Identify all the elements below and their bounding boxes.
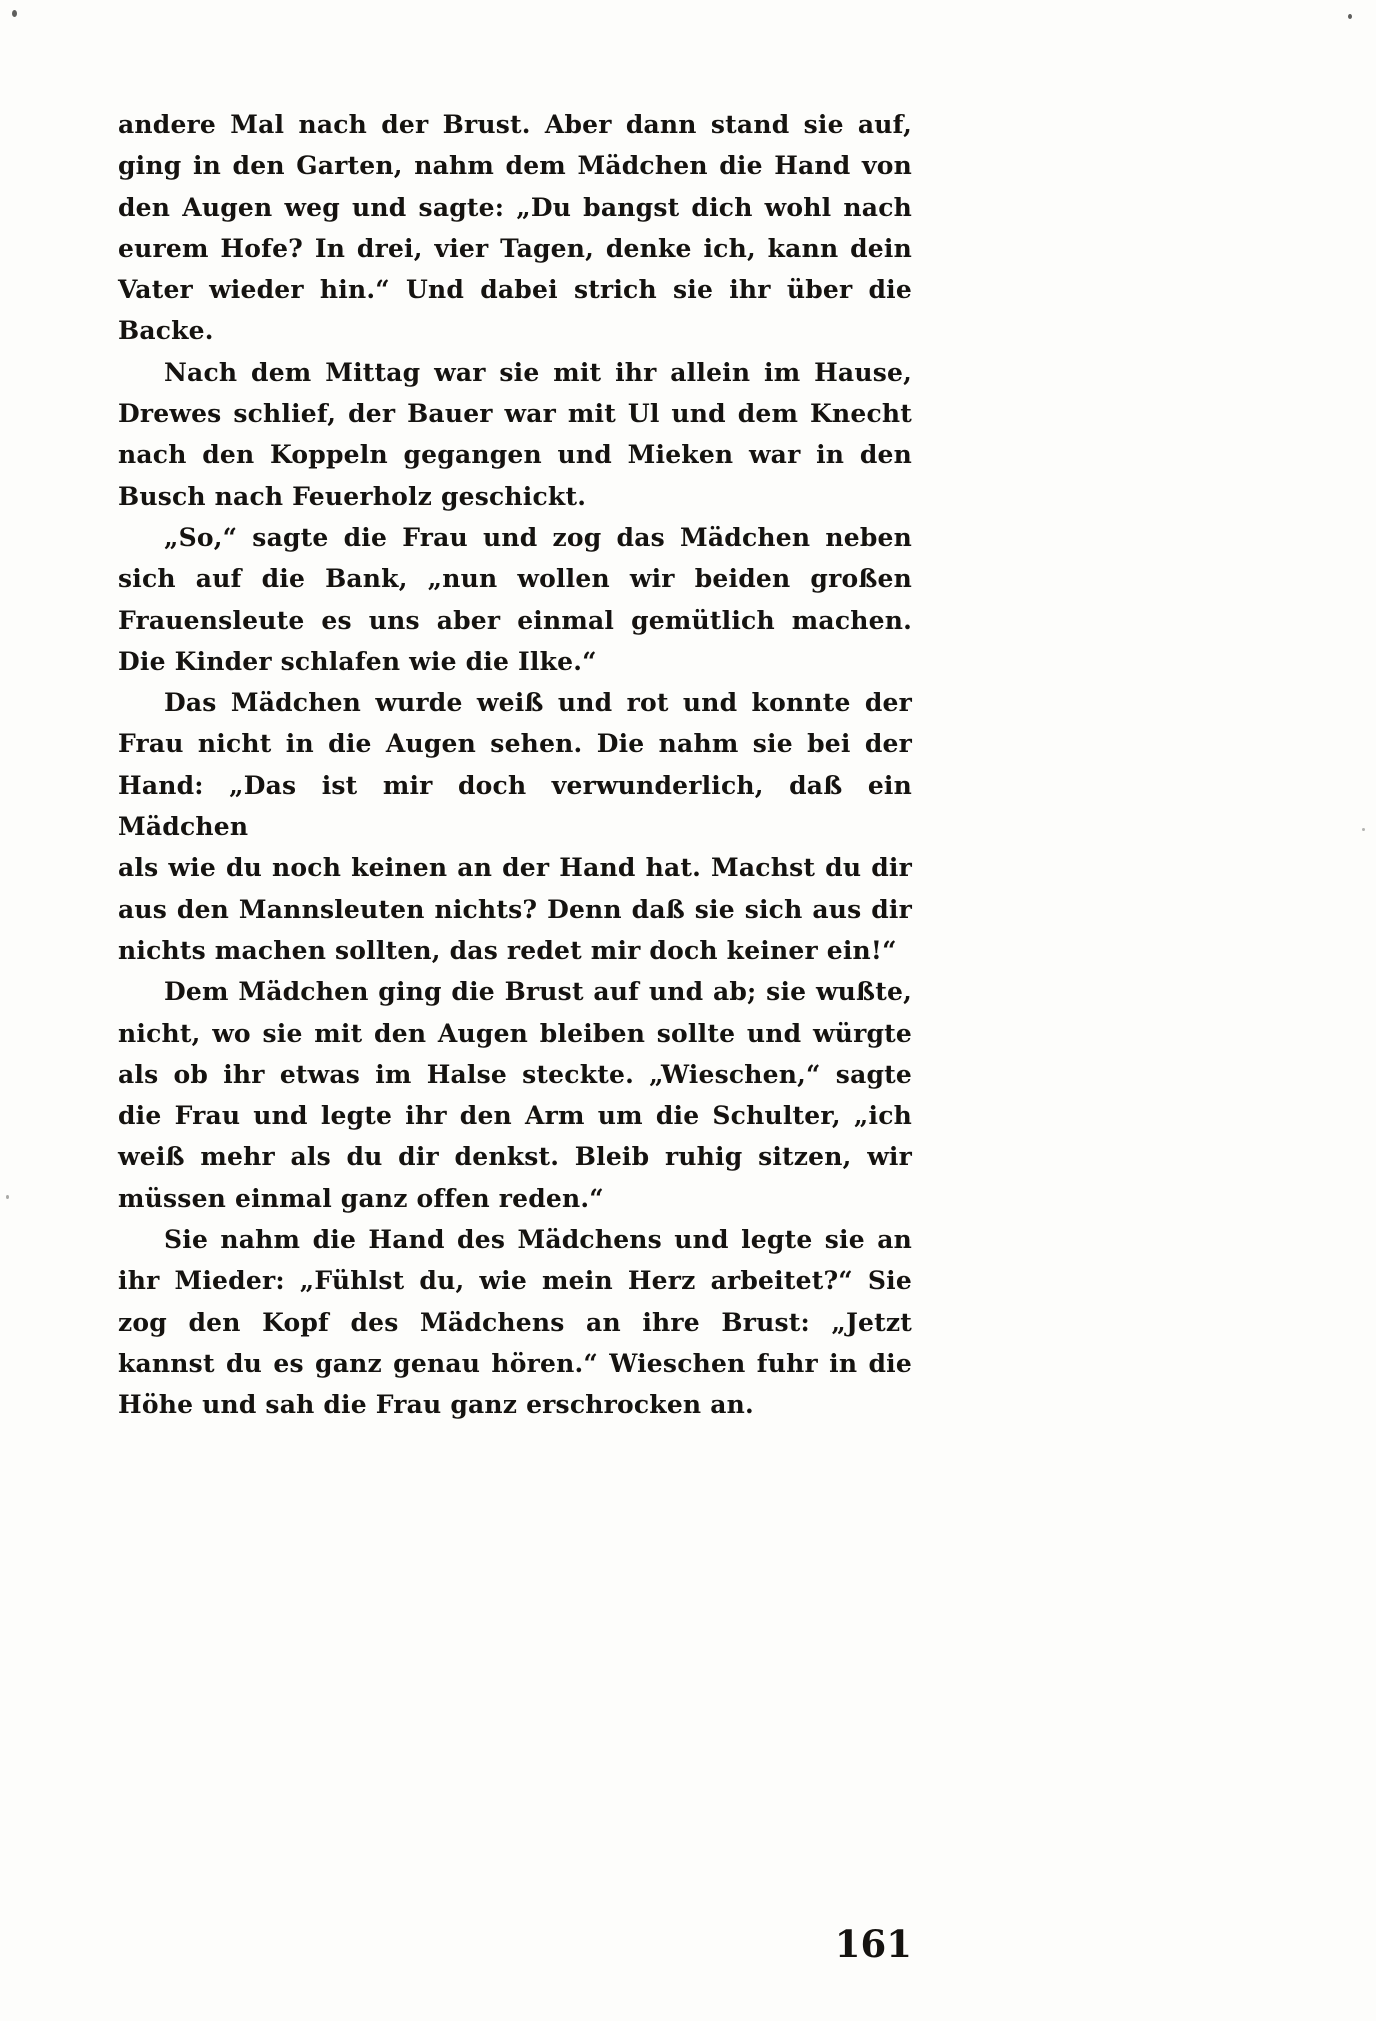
paragraph — [118, 104, 912, 352]
text-line: Vater wieder hin.“ Und dabei strich sie ihr über die — [118, 275, 912, 305]
page-number: 161 — [834, 1922, 912, 1966]
paragraph — [118, 971, 912, 1219]
text-line: weiß mehr als du dir denkst. Bleib ruhig sitzen, wir — [118, 1142, 912, 1172]
scan-artifact — [6, 1195, 9, 1199]
scan-artifact — [1348, 14, 1352, 19]
text-line: zog den Kopf des Mädchens an ihre Brust: „Jetzt — [118, 1307, 912, 1337]
text-line: ihr Mieder: „Fühlst du, wie mein Herz arbeitet?“ Sie — [118, 1266, 912, 1296]
scan-artifact — [12, 10, 17, 17]
paragraph — [118, 517, 912, 682]
text-line: Nach dem Mittag war sie mit ihr allein im Hause, — [164, 357, 912, 387]
text-line: Backe. — [118, 316, 214, 346]
text-line: „So,“ sagte die Frau und zog das Mädchen neben — [164, 522, 912, 552]
scan-artifact — [1362, 828, 1365, 831]
paragraph — [118, 352, 912, 517]
text-line: Dem Mädchen ging die Brust auf und ab; sie wußte, — [164, 977, 912, 1007]
text-line: die Frau und legte ihr den Arm um die Schulter, „ich — [118, 1101, 912, 1131]
text-line: nicht, wo sie mit den Augen bleiben sollte und würgte — [118, 1018, 912, 1048]
text-line: den Augen weg und sagte: „Du bangst dich wohl nach — [118, 192, 912, 222]
text-line: Drewes schlief, der Bauer war mit Ul und dem Knecht — [118, 399, 912, 429]
text-line: ging in den Garten, nahm dem Mädchen die Hand von — [118, 151, 912, 181]
text-line: müssen einmal ganz offen reden.“ — [118, 1183, 604, 1213]
text-line: andere Mal nach der Brust. Aber dann stand sie auf, — [118, 110, 912, 139]
text-line: eurem Hofe? In drei, vier Tagen, denke ich, kann dein — [118, 233, 912, 263]
page-text — [118, 104, 912, 1426]
text-line: als ob ihr etwas im Halse steckte. „Wieschen,“ sagte — [118, 1059, 912, 1089]
text-line: nach den Koppeln gegangen und Mieken war in den — [118, 440, 912, 470]
text-line: Frau nicht in die Augen sehen. Die nahm sie bei der — [118, 729, 912, 759]
text-line: Die Kinder schlafen wie die Ilke.“ — [118, 646, 597, 676]
text-line: Busch nach Feuerholz geschickt. — [118, 481, 587, 511]
text-line: Frauensleute es uns aber einmal gemütlich machen. — [118, 605, 912, 635]
text-line: Sie nahm die Hand des Mädchens und legte sie an — [164, 1225, 912, 1255]
text-line: als wie du noch keinen an der Hand hat. Machst du dir — [118, 853, 912, 883]
text-line: nichts machen sollten, das redet mir doch keiner ein!“ — [118, 935, 897, 965]
text-line: sich auf die Bank, „nun wollen wir beiden großen — [118, 564, 912, 594]
text-line: Höhe und sah die Frau ganz erschrocken an. — [118, 1390, 754, 1420]
text-line: Das Mädchen wurde weiß und rot und konnte der — [164, 688, 912, 718]
text-line: aus den Mannsleuten nichts? Denn daß sie sich aus dir — [118, 894, 912, 924]
paragraph — [118, 682, 912, 971]
text-line: kannst du es ganz genau hören.“ Wieschen fuhr in die — [118, 1348, 912, 1378]
paragraph — [118, 1219, 912, 1425]
text-line: Hand: „Das ist mir doch verwunderlich, daß ein Mädchen — [118, 770, 912, 842]
